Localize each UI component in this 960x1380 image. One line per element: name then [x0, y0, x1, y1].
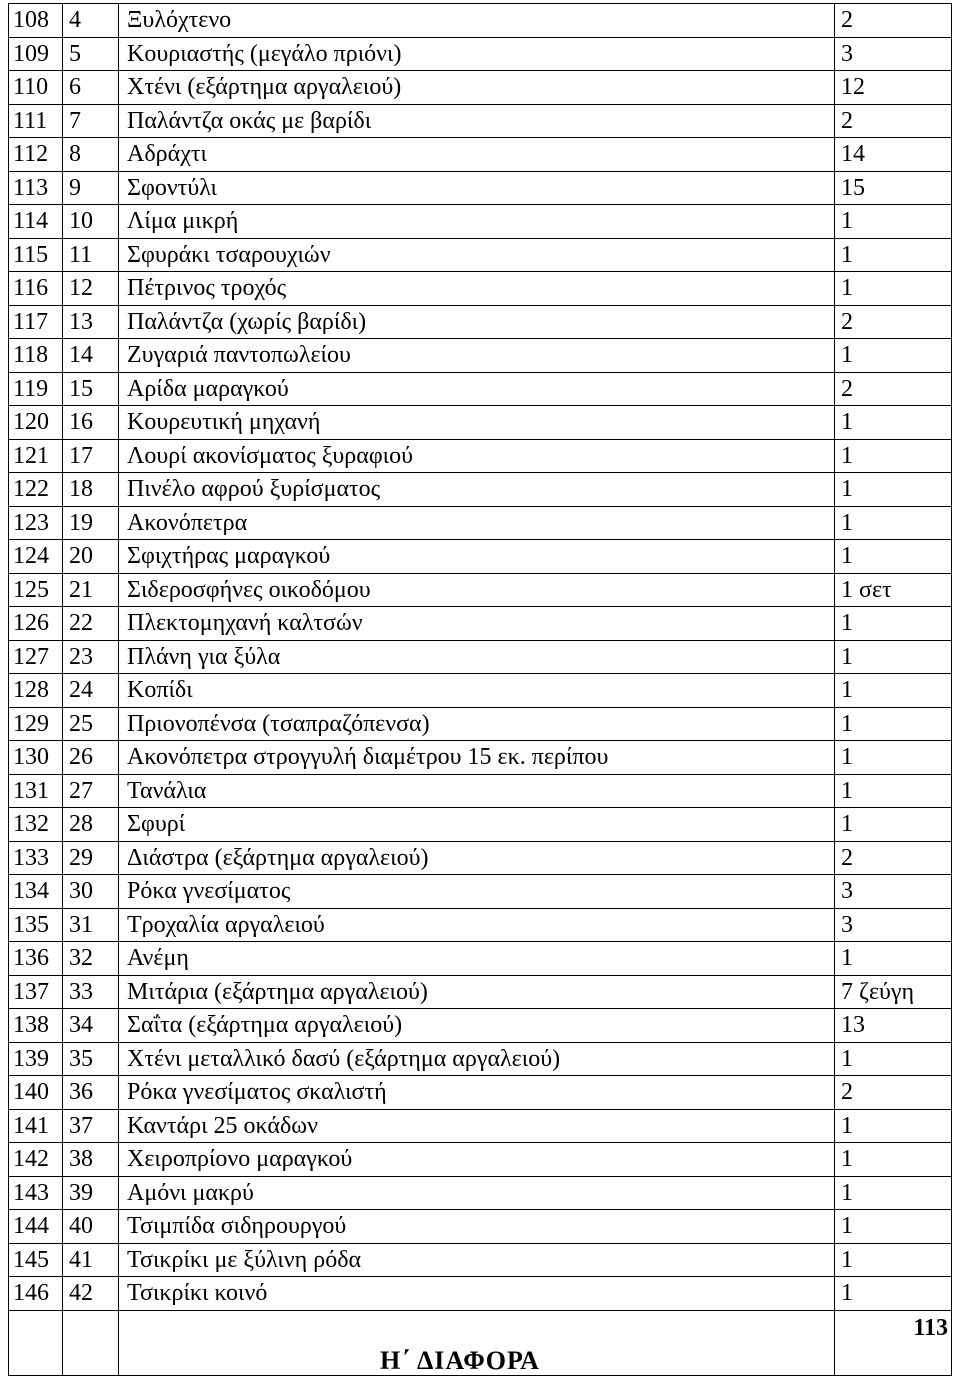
table-row — [9, 1042, 952, 1076]
row-num-cell: 30 — [63, 875, 119, 909]
row-qty-cell: 1 — [835, 540, 952, 574]
footer-cell-seq — [9, 1310, 63, 1375]
row-seq-cell: 120 — [9, 406, 63, 440]
table-row — [9, 4, 952, 38]
table-row — [9, 1109, 952, 1143]
table-row — [9, 104, 952, 138]
row-desc-cell: Σφιχτήρας μαραγκού — [119, 540, 835, 574]
row-num-cell: 6 — [63, 71, 119, 105]
table-row — [9, 841, 952, 875]
row-desc-cell: Χειροπρίονο μαραγκού — [119, 1143, 835, 1177]
row-desc-cell: Τανάλια — [119, 774, 835, 808]
row-desc-cell: Σφυράκι τσαρουχιών — [119, 238, 835, 272]
row-num-cell: 18 — [63, 473, 119, 507]
row-num-cell: 12 — [63, 272, 119, 306]
row-num-cell: 14 — [63, 339, 119, 373]
row-seq-cell: 142 — [9, 1143, 63, 1177]
row-desc-cell: Ακονόπετρα στρογγυλή διαμέτρου 15 εκ. περίπου — [119, 741, 835, 775]
row-seq-cell: 112 — [9, 138, 63, 172]
row-desc-cell: Λουρί ακονίσματος ξυραφιού — [119, 439, 835, 473]
row-seq-cell: 145 — [9, 1243, 63, 1277]
row-num-cell: 39 — [63, 1176, 119, 1210]
row-qty-cell: 1 — [835, 1176, 952, 1210]
row-num-cell: 40 — [63, 1210, 119, 1244]
row-seq-cell: 123 — [9, 506, 63, 540]
row-qty-cell: 1 — [835, 1243, 952, 1277]
row-qty-cell: 7 ζεύγη — [835, 975, 952, 1009]
row-desc-cell: Μιτάρια (εξάρτημα αργαλειού) — [119, 975, 835, 1009]
row-desc-cell: Παλάντζα οκάς με βαρίδι — [119, 104, 835, 138]
row-num-cell: 33 — [63, 975, 119, 1009]
row-seq-cell: 136 — [9, 942, 63, 976]
row-desc-cell: Ανέμη — [119, 942, 835, 976]
row-qty-cell: 1 — [835, 272, 952, 306]
row-num-cell: 9 — [63, 171, 119, 205]
row-num-cell: 23 — [63, 640, 119, 674]
table-row — [9, 674, 952, 708]
row-num-cell: 16 — [63, 406, 119, 440]
row-desc-cell: Πριονοπένσα (τσαπραζόπενσα) — [119, 707, 835, 741]
row-desc-cell: Κουριαστής (μεγάλο πριόνι) — [119, 37, 835, 71]
row-seq-cell: 135 — [9, 908, 63, 942]
row-desc-cell: Κουρευτική μηχανή — [119, 406, 835, 440]
row-seq-cell: 124 — [9, 540, 63, 574]
footer-cell-num — [63, 1310, 119, 1375]
row-qty-cell: 1 — [835, 607, 952, 641]
row-qty-cell: 15 — [835, 171, 952, 205]
row-seq-cell: 126 — [9, 607, 63, 641]
table-row — [9, 640, 952, 674]
row-seq-cell: 114 — [9, 205, 63, 239]
table-row — [9, 71, 952, 105]
table-row — [9, 339, 952, 373]
table-row — [9, 439, 952, 473]
row-desc-cell: Τσικρίκι με ξύλινη ρόδα — [119, 1243, 835, 1277]
row-qty-cell: 1 — [835, 1143, 952, 1177]
table-row — [9, 975, 952, 1009]
row-qty-cell: 1 — [835, 1109, 952, 1143]
row-num-cell: 41 — [63, 1243, 119, 1277]
row-desc-cell: Λίμα μικρή — [119, 205, 835, 239]
row-seq-cell: 138 — [9, 1009, 63, 1043]
table-row — [9, 473, 952, 507]
row-seq-cell: 139 — [9, 1042, 63, 1076]
row-num-cell: 35 — [63, 1042, 119, 1076]
row-qty-cell: 3 — [835, 875, 952, 909]
row-qty-cell: 1 — [835, 506, 952, 540]
row-num-cell: 27 — [63, 774, 119, 808]
row-num-cell: 20 — [63, 540, 119, 574]
row-num-cell: 22 — [63, 607, 119, 641]
row-qty-cell: 12 — [835, 71, 952, 105]
row-seq-cell: 125 — [9, 573, 63, 607]
table-row — [9, 573, 952, 607]
table-row — [9, 138, 952, 172]
table-row — [9, 1176, 952, 1210]
row-seq-cell: 133 — [9, 841, 63, 875]
table-row — [9, 808, 952, 842]
table-row — [9, 37, 952, 71]
table-row — [9, 741, 952, 775]
row-qty-cell: 3 — [835, 908, 952, 942]
row-desc-cell: Τσικρίκι κοινό — [119, 1277, 835, 1311]
row-num-cell: 11 — [63, 238, 119, 272]
row-qty-cell: 1 — [835, 339, 952, 373]
row-seq-cell: 143 — [9, 1176, 63, 1210]
row-desc-cell: Πινέλο αφρού ξυρίσματος — [119, 473, 835, 507]
table-row — [9, 540, 952, 574]
row-seq-cell: 113 — [9, 171, 63, 205]
row-qty-cell: 1 — [835, 774, 952, 808]
row-seq-cell: 109 — [9, 37, 63, 71]
row-qty-cell: 1 — [835, 238, 952, 272]
row-num-cell: 29 — [63, 841, 119, 875]
table-row — [9, 372, 952, 406]
row-desc-cell: Ρόκα γνεσίματος σκαλιστή — [119, 1076, 835, 1110]
row-num-cell: 19 — [63, 506, 119, 540]
row-seq-cell: 128 — [9, 674, 63, 708]
row-num-cell: 7 — [63, 104, 119, 138]
row-num-cell: 4 — [63, 4, 119, 38]
row-num-cell: 28 — [63, 808, 119, 842]
row-qty-cell: 1 σετ — [835, 573, 952, 607]
row-desc-cell: Αδράχτι — [119, 138, 835, 172]
row-seq-cell: 119 — [9, 372, 63, 406]
row-seq-cell: 140 — [9, 1076, 63, 1110]
row-desc-cell: Αρίδα μαραγκού — [119, 372, 835, 406]
row-qty-cell: 1 — [835, 439, 952, 473]
row-desc-cell: Ρόκα γνεσίματος — [119, 875, 835, 909]
row-qty-cell: 2 — [835, 305, 952, 339]
row-qty-cell: 1 — [835, 741, 952, 775]
row-seq-cell: 117 — [9, 305, 63, 339]
row-num-cell: 37 — [63, 1109, 119, 1143]
row-num-cell: 21 — [63, 573, 119, 607]
row-seq-cell: 131 — [9, 774, 63, 808]
table-row — [9, 607, 952, 641]
row-num-cell: 8 — [63, 138, 119, 172]
row-desc-cell: Τροχαλία αργαλειού — [119, 908, 835, 942]
table-row — [9, 1243, 952, 1277]
table-row — [9, 406, 952, 440]
table-row — [9, 707, 952, 741]
row-num-cell: 34 — [63, 1009, 119, 1043]
row-desc-cell: Σιδεροσφήνες οικοδόμου — [119, 573, 835, 607]
row-seq-cell: 134 — [9, 875, 63, 909]
table-row — [9, 875, 952, 909]
row-num-cell: 5 — [63, 37, 119, 71]
page-number: 113 — [913, 1315, 948, 1341]
table-row — [9, 1210, 952, 1244]
row-qty-cell: 1 — [835, 205, 952, 239]
row-desc-cell: Διάστρα (εξάρτημα αργαλειού) — [119, 841, 835, 875]
row-qty-cell: 1 — [835, 1042, 952, 1076]
row-qty-cell: 1 — [835, 406, 952, 440]
row-desc-cell: Παλάντζα (χωρίς βαρίδι) — [119, 305, 835, 339]
table-row — [9, 1076, 952, 1110]
table-row — [9, 506, 952, 540]
row-desc-cell: Αμόνι μακρύ — [119, 1176, 835, 1210]
row-num-cell: 42 — [63, 1277, 119, 1311]
row-desc-cell: Κοπίδι — [119, 674, 835, 708]
section-title: Η΄ ΔΙΑΦΟΡΑ — [380, 1346, 540, 1375]
row-seq-cell: 118 — [9, 339, 63, 373]
row-qty-cell: 3 — [835, 37, 952, 71]
inventory-body — [9, 4, 952, 1311]
row-num-cell: 32 — [63, 942, 119, 976]
table-row — [9, 1143, 952, 1177]
row-desc-cell: Πέτρινος τροχός — [119, 272, 835, 306]
row-qty-cell: 2 — [835, 372, 952, 406]
row-qty-cell: 1 — [835, 808, 952, 842]
row-qty-cell: 1 — [835, 1210, 952, 1244]
row-num-cell: 17 — [63, 439, 119, 473]
row-desc-cell: Ακονόπετρα — [119, 506, 835, 540]
row-desc-cell: Ζυγαριά παντοπωλείου — [119, 339, 835, 373]
table-row — [9, 1009, 952, 1043]
row-desc-cell: Σφοντύλι — [119, 171, 835, 205]
row-num-cell: 24 — [63, 674, 119, 708]
row-qty-cell: 2 — [835, 841, 952, 875]
row-desc-cell: Πλεκτομηχανή καλτσών — [119, 607, 835, 641]
row-num-cell: 10 — [63, 205, 119, 239]
row-desc-cell: Πλάνη για ξύλα — [119, 640, 835, 674]
row-num-cell: 31 — [63, 908, 119, 942]
row-desc-cell: Ξυλόχτενο — [119, 4, 835, 38]
row-seq-cell: 137 — [9, 975, 63, 1009]
row-desc-cell: Καντάρι 25 οκάδων — [119, 1109, 835, 1143]
inventory-table — [8, 3, 952, 1376]
row-qty-cell: 1 — [835, 674, 952, 708]
row-seq-cell: 121 — [9, 439, 63, 473]
row-num-cell: 13 — [63, 305, 119, 339]
row-qty-cell: 13 — [835, 1009, 952, 1043]
row-qty-cell: 2 — [835, 104, 952, 138]
table-row — [9, 774, 952, 808]
table-row — [9, 205, 952, 239]
table-row — [9, 238, 952, 272]
row-qty-cell: 1 — [835, 942, 952, 976]
row-seq-cell: 110 — [9, 71, 63, 105]
row-seq-cell: 146 — [9, 1277, 63, 1311]
row-num-cell: 36 — [63, 1076, 119, 1110]
table-row — [9, 942, 952, 976]
table-row — [9, 171, 952, 205]
row-seq-cell: 127 — [9, 640, 63, 674]
row-num-cell: 38 — [63, 1143, 119, 1177]
row-desc-cell: Χτένι (εξάρτημα αργαλειού) — [119, 71, 835, 105]
table-row — [9, 272, 952, 306]
table-row — [9, 908, 952, 942]
row-num-cell: 25 — [63, 707, 119, 741]
row-desc-cell: Χτένι μεταλλικό δασύ (εξάρτημα αργαλειού) — [119, 1042, 835, 1076]
row-desc-cell: Σαΐτα (εξάρτημα αργαλειού) — [119, 1009, 835, 1043]
row-desc-cell: Σφυρί — [119, 808, 835, 842]
row-seq-cell: 116 — [9, 272, 63, 306]
row-seq-cell: 141 — [9, 1109, 63, 1143]
row-qty-cell: 1 — [835, 707, 952, 741]
row-qty-cell: 1 — [835, 473, 952, 507]
row-seq-cell: 129 — [9, 707, 63, 741]
row-num-cell: 26 — [63, 741, 119, 775]
row-seq-cell: 108 — [9, 4, 63, 38]
row-num-cell: 15 — [63, 372, 119, 406]
row-seq-cell: 132 — [9, 808, 63, 842]
row-seq-cell: 122 — [9, 473, 63, 507]
row-qty-cell: 14 — [835, 138, 952, 172]
row-seq-cell: 130 — [9, 741, 63, 775]
table-row — [9, 305, 952, 339]
row-qty-cell: 2 — [835, 1076, 952, 1110]
row-seq-cell: 111 — [9, 104, 63, 138]
table-row — [9, 1277, 952, 1311]
row-qty-cell: 1 — [835, 640, 952, 674]
row-qty-cell: 2 — [835, 4, 952, 38]
row-seq-cell: 144 — [9, 1210, 63, 1244]
row-desc-cell: Τσιμπίδα σιδηρουργού — [119, 1210, 835, 1244]
row-qty-cell: 1 — [835, 1277, 952, 1311]
row-seq-cell: 115 — [9, 238, 63, 272]
